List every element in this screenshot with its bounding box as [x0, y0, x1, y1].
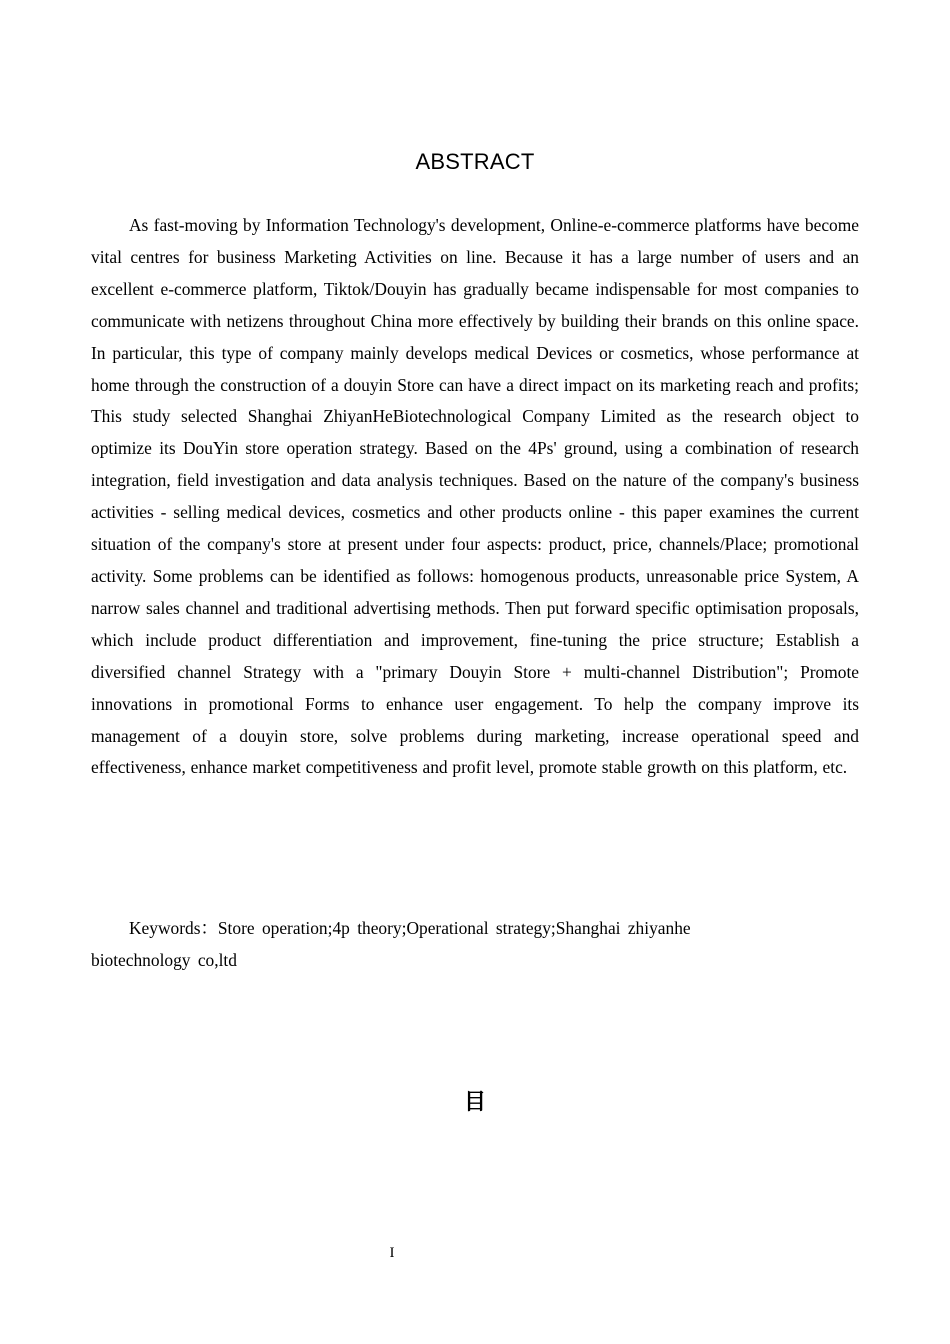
keywords-separator: ： [200, 918, 218, 938]
keywords-label: Keywords [129, 918, 201, 938]
keywords-paragraph [91, 912, 771, 976]
abstract-title: ABSTRACT [415, 149, 535, 174]
toc-heading: 目 [463, 1090, 486, 1115]
abstract-body: As fast-moving by Information Technology's development, Online-e-commerce platforms have become vital centres for business Marketing Activities on line. Because it has a large number of users and an excellent e-commerce platform, Tiktok/Douyin has gradually became indispensable for most companies to communicate with netizens throughout China more effectively by building their brands on this online space. In particular, this type of company mainly develops medical Devices or cosmetics, whose performance at home through the construction of a douyin Store can have a direct impact on its marketing reach and profits; This study selected Shanghai ZhiyanHeBiotechnological Company Limited as the research object to optimize its DouYin store operation strategy. Based on the 4Ps' ground, using a combination of research integration, field investigation and data analysis techniques. Based on the nature of the company's business activities - selling medical devices, cosmetics and other products online - this paper examines the current situation of the company's store at present under four aspects: product, price, channels/Place; promotional activity. Some problems can be identified as follows: homogenous products, unreasonable price System, A narrow sales channel and traditional advertising methods. Then put forward specific optimisation proposals, which include product differentiation and improvement, fine-tuning the price structure; Establish a diversified channel Strategy with a "primary Douyin Store + multi-channel Distribution"; Promote innovations in promotional Forms to enhance user engagement. To help the company improve its management of a douyin store, solve problems during marketing, increase operational speed and effectiveness, enhance market competitiveness and profit level, promote stable growth on this platform, etc. [91, 215, 859, 778]
page-number: I [389, 1245, 395, 1261]
keywords-text: Store operation;4p theory;Operational strategy;Shanghai zhiyanhe biotechnology co,ltd [91, 918, 691, 970]
